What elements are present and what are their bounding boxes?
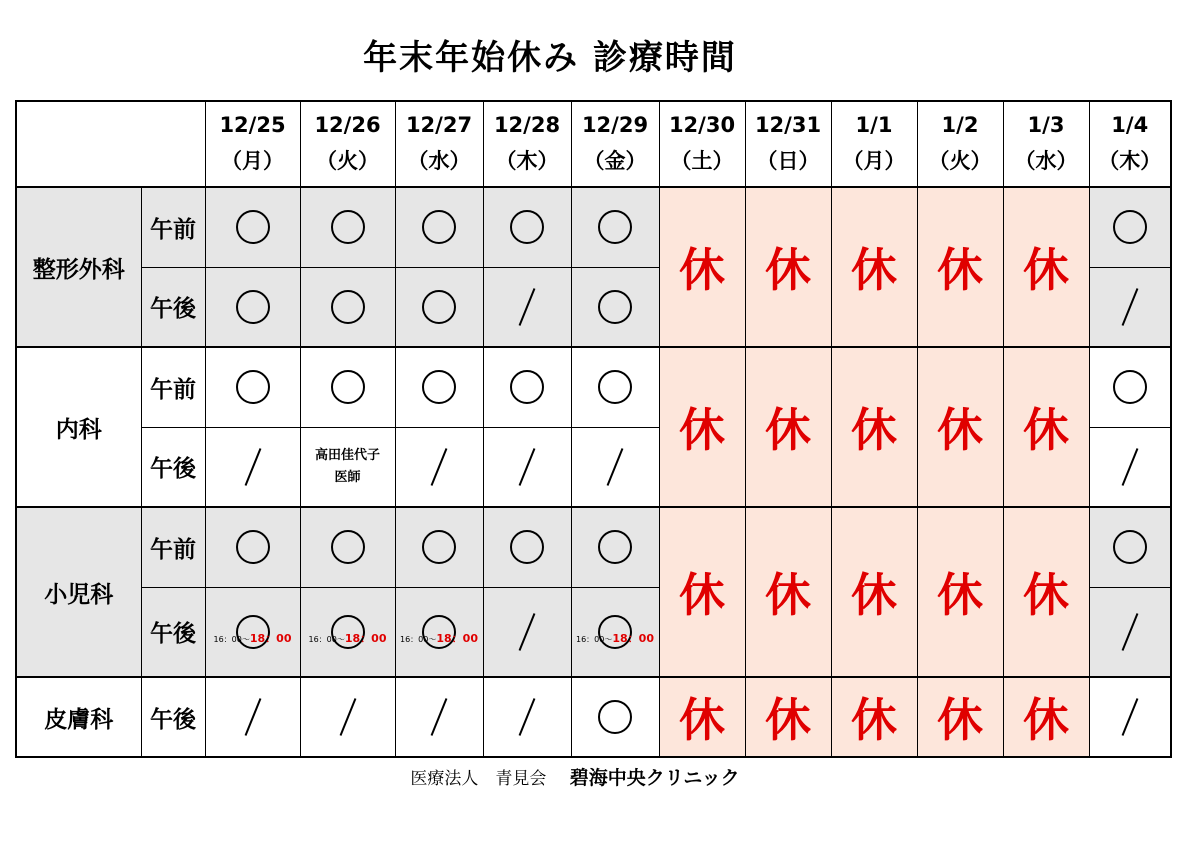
doctor-note — [315, 445, 380, 489]
slot-label: 午後 — [141, 427, 205, 507]
cell-content — [301, 697, 395, 737]
date-header — [300, 101, 395, 187]
closed-cell — [745, 187, 831, 347]
closed-label: 休 — [765, 403, 811, 457]
closed-cell — [917, 347, 1003, 507]
cell-content — [301, 210, 395, 244]
schedule-cell — [483, 427, 571, 507]
open-circle-icon — [236, 530, 270, 564]
closed-cell — [1003, 507, 1089, 677]
schedule-cell — [1089, 267, 1171, 347]
date-header — [205, 101, 300, 187]
date-label: 12/27 — [405, 113, 473, 138]
department-name: 内科 — [16, 347, 141, 507]
open-circle-icon — [422, 370, 456, 404]
closed-label: 休 — [765, 568, 811, 622]
schedule-cell — [1089, 677, 1171, 757]
department-name: 皮膚科 — [16, 677, 141, 757]
cell-content — [572, 700, 659, 734]
schedule-cell — [205, 677, 300, 757]
schedule-cell — [300, 267, 395, 347]
schedule-row — [16, 187, 1171, 267]
cell-content — [396, 447, 483, 487]
closed-label: 休 — [679, 403, 725, 457]
closed-cell — [659, 187, 745, 347]
cell-content — [484, 612, 571, 652]
department-name: 小児科 — [16, 507, 141, 677]
closed-cell — [745, 347, 831, 507]
weekday-label: （木） — [495, 149, 559, 173]
schedule-cell — [571, 677, 659, 757]
closed-label: 休 — [851, 403, 897, 457]
open-circle-icon — [236, 290, 270, 324]
open-circle-icon — [236, 210, 270, 244]
closed-label: 休 — [679, 243, 725, 297]
cell-content — [484, 210, 571, 244]
cell-content — [396, 290, 483, 324]
schedule-cell — [571, 267, 659, 347]
closed-label: 休 — [851, 693, 897, 747]
header-row — [16, 101, 1171, 187]
weekday-label: （土） — [670, 149, 734, 173]
date-header — [1003, 101, 1089, 187]
open-circle-icon — [331, 530, 365, 564]
date-header — [659, 101, 745, 187]
schedule-cell — [300, 187, 395, 267]
schedule-cell — [1089, 347, 1171, 427]
closed-label: 休 — [937, 568, 983, 622]
cell-content — [396, 210, 483, 244]
schedule-cell — [395, 677, 483, 757]
cell-content — [484, 447, 571, 487]
cell-content — [301, 290, 395, 324]
schedule-cell — [571, 187, 659, 267]
schedule-cell — [483, 187, 571, 267]
closed-cell — [917, 507, 1003, 677]
closed-cell — [659, 347, 745, 507]
schedule-cell — [483, 587, 571, 677]
schedule-cell — [205, 187, 300, 267]
weekday-label: （火） — [316, 149, 379, 173]
closed-label: 休 — [937, 403, 983, 457]
closed-cell — [1003, 677, 1089, 757]
closed-label: 休 — [765, 693, 811, 747]
date-header — [483, 101, 571, 187]
cell-content — [301, 445, 395, 489]
open-circle-icon — [331, 370, 365, 404]
weekday-label: （木） — [1098, 149, 1162, 173]
open-circle-icon — [598, 700, 632, 734]
page-title: 年末年始休み 診療時間 — [363, 38, 737, 78]
schedule-cell — [205, 507, 300, 587]
closed-slash-icon — [519, 288, 536, 326]
date-label: 12/31 — [754, 113, 822, 138]
open-circle-icon — [422, 210, 456, 244]
closed-label: 休 — [851, 243, 897, 297]
closed-label: 休 — [851, 568, 897, 622]
slot-label: 午後 — [141, 267, 205, 347]
weekday-label: （月） — [842, 149, 906, 173]
closed-slash-icon — [1121, 698, 1138, 736]
schedule-row — [16, 507, 1171, 587]
date-header — [395, 101, 483, 187]
date-label: 12/29 — [581, 113, 649, 138]
schedule-cell — [571, 507, 659, 587]
cell-content — [572, 290, 659, 324]
department-name: 整形外科 — [16, 187, 141, 347]
open-circle-icon — [598, 530, 632, 564]
closed-cell — [831, 187, 917, 347]
closed-cell — [745, 507, 831, 677]
date-label: 12/30 — [668, 113, 736, 138]
open-circle-icon — [331, 210, 365, 244]
schedule-cell — [483, 507, 571, 587]
doctor-name: 高田佳代子 — [314, 447, 380, 463]
schedule-cell — [1089, 427, 1171, 507]
time-note-start: 16：00〜 — [400, 634, 437, 644]
time-note-end: 18：00 — [249, 631, 292, 645]
closed-cell — [1003, 347, 1089, 507]
schedule-row — [16, 677, 1171, 757]
date-header — [745, 101, 831, 187]
cell-content — [301, 530, 395, 564]
schedule-cell — [395, 187, 483, 267]
closed-slash-icon — [1121, 288, 1138, 326]
date-header — [571, 101, 659, 187]
closed-cell — [1003, 187, 1089, 347]
open-circle-icon — [510, 530, 544, 564]
closed-slash-icon — [244, 698, 261, 736]
closed-slash-icon — [519, 448, 536, 486]
schedule-cell — [1089, 587, 1171, 677]
date-label: 1/2 — [941, 113, 979, 138]
closed-cell — [745, 677, 831, 757]
closed-label: 休 — [1023, 403, 1069, 457]
date-label: 12/26 — [314, 113, 381, 138]
closed-cell — [831, 347, 917, 507]
header-corner — [16, 101, 205, 187]
cell-content — [206, 290, 300, 324]
cell-content — [1090, 530, 1171, 564]
schedule-cell — [300, 587, 395, 677]
schedule-cell — [395, 427, 483, 507]
cell-content — [572, 530, 659, 564]
time-note-end: 18：00 — [436, 631, 478, 645]
schedule-cell — [483, 677, 571, 757]
schedule-cell — [395, 347, 483, 427]
schedule-cell — [395, 507, 483, 587]
closed-label: 休 — [1023, 568, 1069, 622]
closed-slash-icon — [1121, 613, 1138, 651]
closed-cell — [831, 507, 917, 677]
time-note — [206, 630, 300, 646]
date-header — [831, 101, 917, 187]
schedule-cell — [205, 267, 300, 347]
schedule-cell — [1089, 187, 1171, 267]
cell-content — [206, 210, 300, 244]
closed-label: 休 — [1023, 243, 1069, 297]
cell-content — [206, 370, 300, 404]
footer — [0, 763, 1150, 790]
closed-slash-icon — [1121, 448, 1138, 486]
weekday-label: （月） — [221, 149, 284, 173]
closed-label: 休 — [765, 243, 811, 297]
time-note-start: 16：00〜 — [576, 634, 613, 644]
closed-label: 休 — [679, 568, 725, 622]
cell-content — [1090, 287, 1171, 327]
closed-cell — [917, 187, 1003, 347]
schedule-cell — [205, 347, 300, 427]
closed-cell — [659, 677, 745, 757]
closed-slash-icon — [431, 448, 448, 486]
doctor-title: 医師 — [334, 469, 361, 485]
weekday-label: （日） — [756, 149, 820, 173]
open-circle-icon — [1113, 530, 1147, 564]
open-circle-icon — [236, 370, 270, 404]
date-header — [1089, 101, 1171, 187]
cell-content — [484, 530, 571, 564]
closed-cell — [659, 507, 745, 677]
schedule-cell — [300, 507, 395, 587]
cell-content — [396, 615, 483, 649]
schedule-table — [15, 100, 1172, 758]
open-circle-icon — [1113, 370, 1147, 404]
cell-content — [396, 697, 483, 737]
schedule-cell — [571, 587, 659, 677]
cell-content — [206, 447, 300, 487]
schedule-cell — [300, 347, 395, 427]
open-circle-icon — [331, 290, 365, 324]
time-note-end: 18：00 — [612, 631, 654, 645]
schedule-cell — [1089, 507, 1171, 587]
date-label: 1/4 — [1111, 113, 1149, 138]
date-label: 12/25 — [219, 113, 286, 138]
schedule-cell — [395, 267, 483, 347]
cell-content — [572, 447, 659, 487]
footer-clinic-name: 碧海中央クリニック — [569, 767, 740, 789]
closed-slash-icon — [519, 698, 536, 736]
cell-content — [1090, 612, 1171, 652]
cell-content — [206, 530, 300, 564]
date-label: 12/28 — [493, 113, 561, 138]
schedule-cell — [483, 347, 571, 427]
cell-content — [301, 615, 395, 649]
closed-label: 休 — [937, 243, 983, 297]
closed-slash-icon — [244, 448, 261, 486]
cell-content — [484, 287, 571, 327]
slot-label: 午前 — [141, 187, 205, 267]
weekday-label: （金） — [583, 149, 647, 173]
open-circle-icon — [1113, 210, 1147, 244]
cell-content — [301, 370, 395, 404]
slot-label: 午前 — [141, 347, 205, 427]
time-note-start: 16：00〜 — [308, 634, 345, 644]
closed-slash-icon — [607, 448, 624, 486]
cell-content — [484, 370, 571, 404]
date-label: 1/3 — [1027, 113, 1065, 138]
closed-label: 休 — [1023, 693, 1069, 747]
weekday-label: （水） — [1014, 149, 1078, 173]
weekday-label: （水） — [407, 149, 471, 173]
cell-content — [484, 697, 571, 737]
schedule-cell — [395, 587, 483, 677]
cell-content — [572, 370, 659, 404]
slot-label: 午後 — [141, 587, 205, 677]
closed-slash-icon — [431, 698, 448, 736]
open-circle-icon — [598, 210, 632, 244]
open-circle-icon — [598, 290, 632, 324]
cell-content — [572, 615, 659, 649]
closed-label: 休 — [937, 693, 983, 747]
cell-content — [206, 697, 300, 737]
closed-label: 休 — [679, 693, 725, 747]
cell-content — [396, 530, 483, 564]
weekday-label: （火） — [928, 149, 992, 173]
schedule-cell — [300, 427, 395, 507]
cell-content — [1090, 697, 1171, 737]
schedule-row — [16, 347, 1171, 427]
slot-label: 午後 — [141, 677, 205, 757]
time-note — [301, 630, 395, 646]
cell-content — [396, 370, 483, 404]
date-label: 1/1 — [855, 113, 893, 138]
time-note-start: 16：00〜 — [213, 634, 250, 644]
closed-slash-icon — [339, 698, 356, 736]
schedule-cell — [205, 587, 300, 677]
schedule-cell — [571, 347, 659, 427]
schedule-cell — [300, 677, 395, 757]
time-note-end: 18：00 — [344, 631, 387, 645]
open-circle-icon — [422, 530, 456, 564]
cell-content — [1090, 370, 1171, 404]
cell-content — [1090, 447, 1171, 487]
slot-label: 午前 — [141, 507, 205, 587]
closed-cell — [831, 677, 917, 757]
open-circle-icon — [510, 210, 544, 244]
schedule-cell — [571, 427, 659, 507]
closed-cell — [917, 677, 1003, 757]
schedule-cell — [205, 427, 300, 507]
cell-content — [206, 615, 300, 649]
schedule-cell — [483, 267, 571, 347]
open-circle-icon — [598, 370, 632, 404]
closed-slash-icon — [519, 613, 536, 651]
time-note — [572, 630, 659, 646]
footer-org: 医療法人 青見会 — [410, 769, 547, 789]
open-circle-icon — [422, 290, 456, 324]
open-circle-icon — [510, 370, 544, 404]
time-note — [396, 630, 483, 646]
cell-content — [572, 210, 659, 244]
date-header — [917, 101, 1003, 187]
cell-content — [1090, 210, 1171, 244]
